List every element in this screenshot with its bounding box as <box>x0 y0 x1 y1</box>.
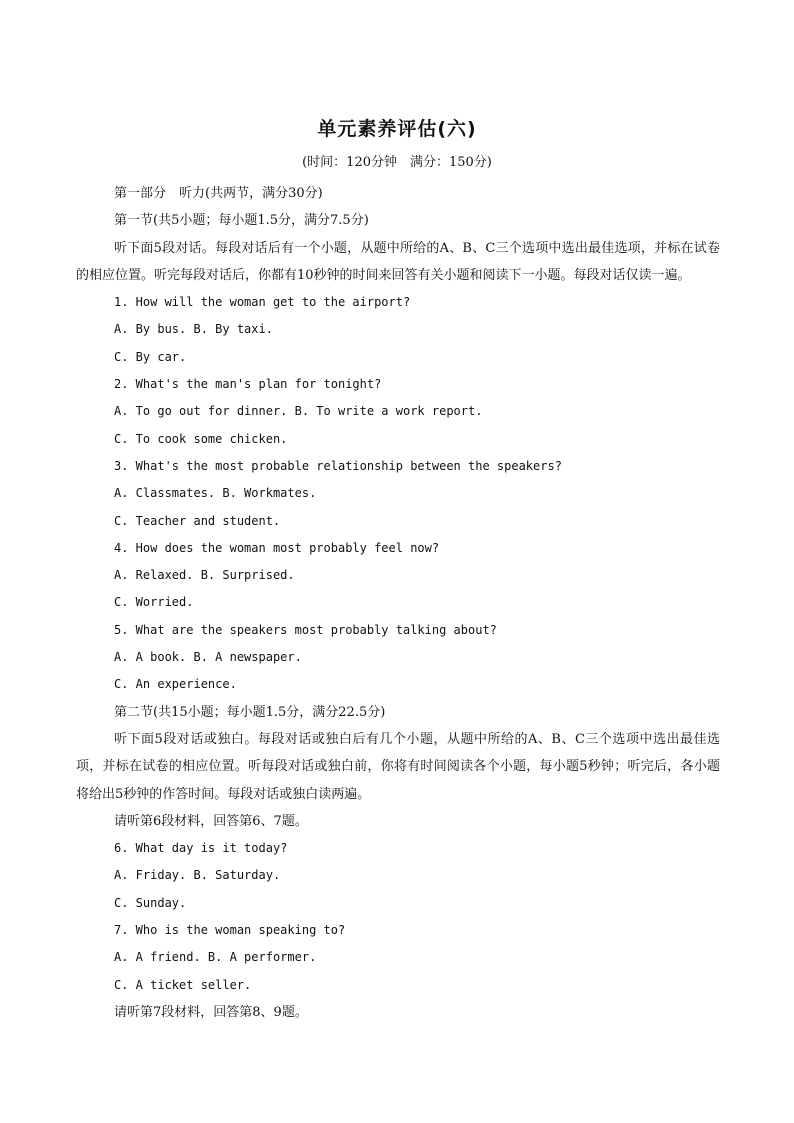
question-options-ab: A. Relaxed. B. Surprised. <box>114 568 295 583</box>
section2-heading: 第二节(共15小题；每小题1.5分，满分22.5分) <box>114 704 386 720</box>
question-option-c: C. To cook some chicken. <box>114 431 288 446</box>
question-options-ab: A. Classmates. B. Workmates. <box>114 486 317 501</box>
exam-time-score: (时间：120分钟 满分：150分) <box>302 155 492 170</box>
section1-heading: 第一节(共5小题；每小题1.5分，满分7.5分) <box>114 213 369 229</box>
question-text: 7. Who is the woman speaking to? <box>114 923 346 938</box>
question-option-c: C. Sunday. <box>114 895 187 910</box>
exam-content <box>76 180 720 1026</box>
page-title: 单元素养评估(六) <box>317 118 477 140</box>
question-text: 4. How does the woman most probably feel now? <box>114 540 440 555</box>
question-options-ab: A. To go out for dinner. B. To write a work report. <box>114 404 483 419</box>
part1-heading: 第一部分 听力(共两节，满分30分) <box>114 186 323 201</box>
section1-instructions: 听下面5段对话。每段对话后有一个小题，从题中所给的A、B、C三个选项中选出最佳选项，并标在试卷的相应位置。听完每段对话后，你都有10秒钟的时间来回答有关小题和阅读下一小题。每段对话仅读一遍。 <box>76 240 720 283</box>
question-options-ab: A. A book. B. A newspaper. <box>114 650 302 665</box>
material-7-note: 请听第7段材料，回答第8、9题。 <box>114 1004 308 1020</box>
question-text: 6. What day is it today? <box>114 841 288 856</box>
question-option-c: C. A ticket seller. <box>114 977 252 992</box>
question-option-c: C. Worried. <box>114 595 194 610</box>
question-text: 2. What's the man's plan for tonight? <box>114 377 382 392</box>
question-options-ab: A. A friend. B. A performer. <box>114 950 317 965</box>
question-text: 3. What's the most probable relationship between the speakers? <box>114 458 562 473</box>
question-options-ab: A. Friday. B. Saturday. <box>114 868 281 883</box>
question-option-c: C. Teacher and student. <box>114 513 281 528</box>
section2-instructions: 听下面5段对话或独白。每段对话或独白后有几个小题，从题中所给的A、B、C三个选项中选出最佳选项，并标在试卷的相应位置。听每段对话或独白前，你将有时间阅读各个小题，每小题5秒钟；听完后，各小题将给出5秒钟的作答时间。每段对话或独白读两遍。 <box>76 731 720 802</box>
question-text: 1. How will the woman get to the airport? <box>114 295 411 310</box>
question-option-c: C. An experience. <box>114 677 237 692</box>
material-6-note: 请听第6段材料，回答第6、7题。 <box>114 813 308 829</box>
question-options-ab: A. By bus. B. By taxi. <box>114 322 273 337</box>
question-text: 5. What are the speakers most probably talking about? <box>114 622 497 637</box>
question-option-c: C. By car. <box>114 349 187 364</box>
